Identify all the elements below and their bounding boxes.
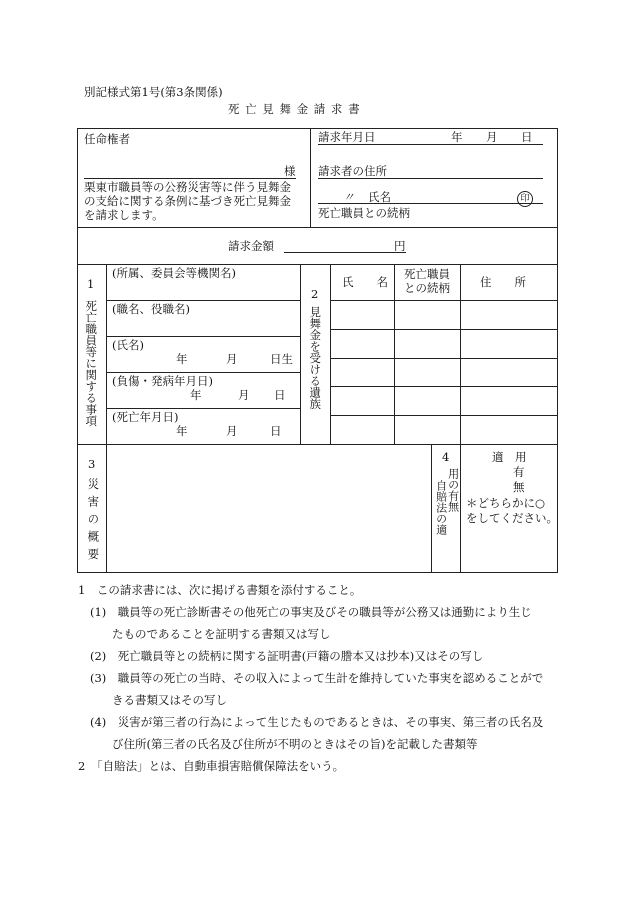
death-month: 月 (226, 424, 238, 438)
note-1-1: (1) 職員等の死亡診断書その他死亡の事実及びその職員等が公務又は通勤により生じ (90, 605, 532, 619)
note-2: 2 「自賠法」とは、自動車損害賠償保障法をいう。 (78, 759, 345, 773)
section-3-number: 3 (88, 457, 96, 471)
birth-year: 年 (176, 352, 188, 366)
claim-amount-label: 請求金額 (228, 239, 274, 253)
injury-day: 日 (274, 388, 286, 402)
request-date-day: 日 (521, 130, 533, 144)
statement-line-1: 栗東市職員等の公務災害等に伴う見舞金 (84, 180, 291, 194)
request-date-label: 請求年月日 (318, 130, 376, 144)
ditto-mark: 〃 (343, 190, 355, 204)
section-3-title: 災害の概要 (86, 478, 101, 566)
heirs-address-header: 住 所 (480, 275, 526, 289)
section-4-number: 4 (442, 450, 450, 464)
heirs-relation-header-line-2: との続柄 (404, 281, 450, 295)
deceased-name-label: (氏名) (112, 338, 144, 352)
option-no: 無 (513, 480, 525, 494)
note-1-4-cont: び住所(第三者の氏名及び住所が不明のときはその旨)を記載した書類等 (112, 737, 478, 751)
section-2-number: 2 (311, 287, 319, 301)
note-1-3: (3) 職員等の死亡の当時、その収入によって生計を維持していた事実を認めることがで (90, 671, 544, 685)
relation-to-deceased-label: 死亡職員との続柄 (318, 206, 410, 220)
form-reference: 別記様式第1号(第3条関係) (84, 85, 223, 99)
appointer-label: 任命権者 (84, 132, 130, 146)
injury-month: 月 (238, 388, 250, 402)
honorific-sama: 様 (284, 164, 296, 178)
birth-day: 日生 (270, 352, 293, 366)
note-1-1-cont: たものであることを証明する書類又は写し (112, 627, 331, 641)
applicable-label: 適 用 (492, 450, 527, 464)
circle-instruction-line-2: をしてください。 (466, 511, 558, 525)
section-1-number: 1 (87, 277, 95, 291)
form-title: 死 亡 見 舞 金 請 求 書 (228, 102, 361, 116)
request-date-month: 月 (486, 130, 498, 144)
note-1: 1 この請求書には、次に掲げる書類を添付すること。 (78, 583, 362, 597)
section-4-title-col-1: 自賠法の適 (434, 480, 448, 535)
affiliation-label: (所属、委員会等機関名) (112, 266, 236, 280)
injury-year: 年 (190, 388, 202, 402)
section-4-title-col-2: 用の有無 (446, 468, 460, 512)
note-1-4: (4) 災害が第三者の行為によって生じたものであるときは、その事実、第三者の氏名及 (90, 715, 544, 729)
circle-instruction-line-1: ＊どちらかに○ (466, 496, 546, 510)
seal-icon: 印 (517, 191, 533, 207)
heirs-relation-header-line-1: 死亡職員 (404, 267, 450, 281)
statement-line-3: を請求します。 (84, 208, 164, 222)
heirs-name-header: 氏 名 (342, 275, 388, 289)
position-label: (職名、役職名) (112, 302, 190, 316)
statement-line-2: の支給に関する条例に基づき死亡見舞金 (84, 194, 291, 208)
section-1-title: 死亡職員等に関する事項 (84, 300, 99, 427)
note-1-2: (2) 死亡職員等との続柄に関する証明書(戸籍の謄本又は抄本)又はその写し (90, 649, 484, 663)
claimant-address-label: 請求者の住所 (318, 164, 387, 178)
claim-amount-unit: 円 (394, 239, 406, 253)
death-date-label: (死亡年月日) (112, 410, 179, 424)
injury-date-label: (負傷・発病年月日) (112, 374, 213, 388)
birth-month: 月 (226, 352, 238, 366)
note-1-3-cont: きる書類又はその写し (112, 693, 227, 707)
option-yes: 有 (513, 465, 525, 479)
request-date-year: 年 (451, 130, 463, 144)
section-2-title: 見舞金を受ける遺族 (308, 306, 323, 410)
claimant-name-label: 氏名 (368, 190, 391, 204)
death-day: 日 (270, 424, 282, 438)
death-year: 年 (176, 424, 188, 438)
